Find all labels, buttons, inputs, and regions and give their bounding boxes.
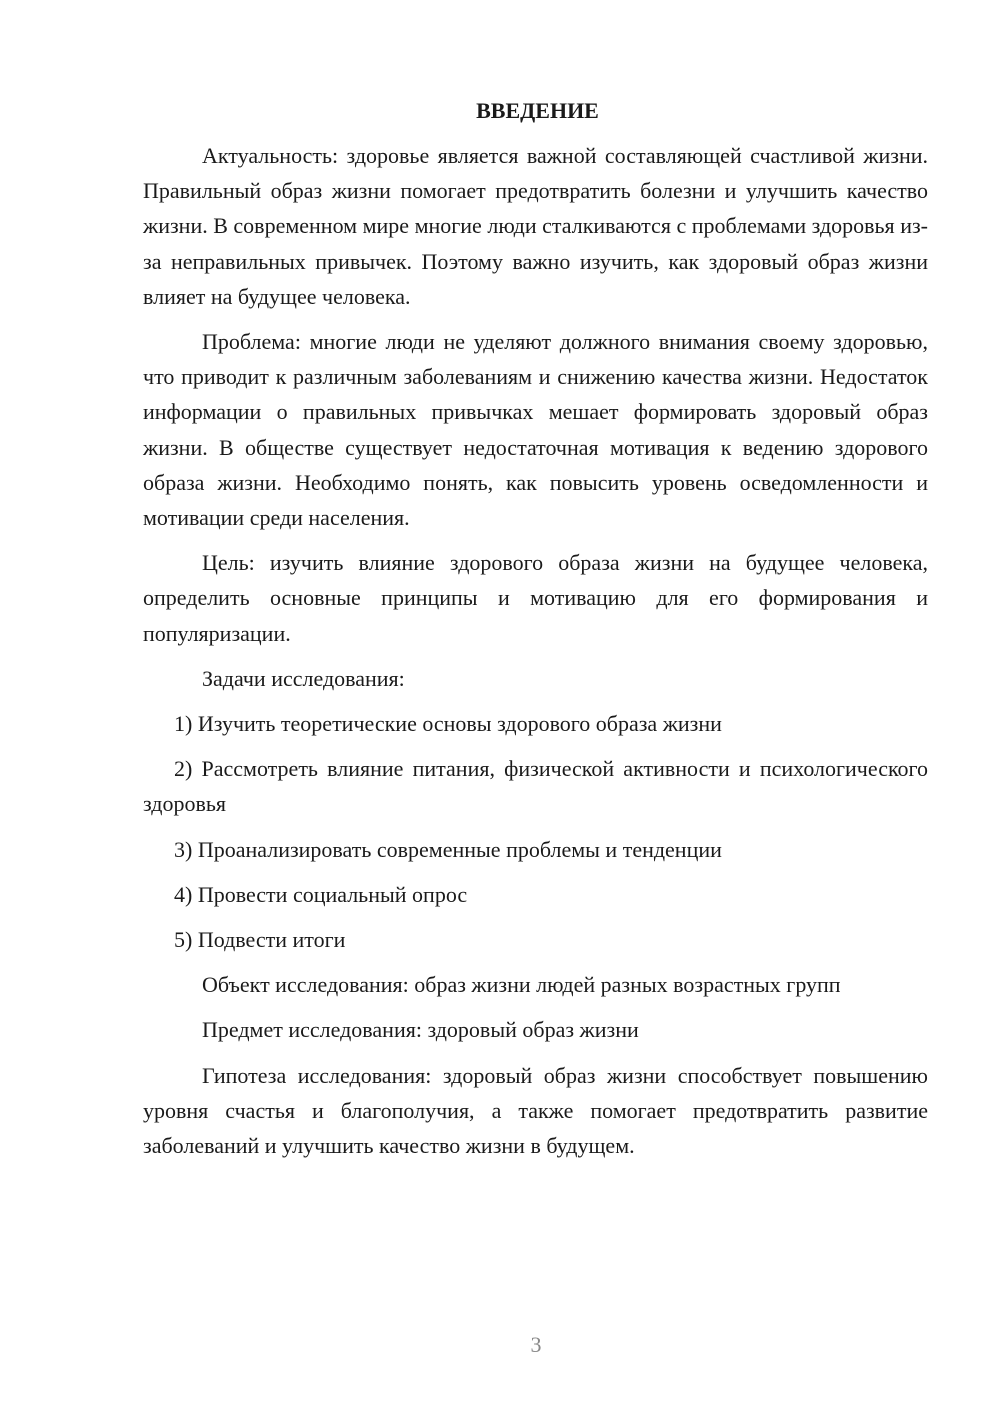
research-subject: Предмет исследования: здоровый образ жизни: [202, 1017, 639, 1043]
hypothesis-paragraph: Гипотеза исследования: здоровый образ жизни способствует повышению уровня счастья и благополучия, а также помогает предотвратить развитие заболеваний и улучшить качество жизни в будущем.: [143, 1062, 928, 1159]
task-item: 5) Подвести итоги: [174, 927, 346, 953]
document-body: [143, 93, 928, 1173]
problem-paragraph: Проблема: многие люди не уделяют должного внимания своему здоровью, что приводит к различным заболеваниям и снижению качества жизни. Недостаток информации о правильных привычках мешает формировать здоровый образ жизни. В обществе существует недостаточная мотивация к ведению здорового образа жизни. Необходимо понять, как повысить уровень осведомленности и мотивации среди населения.: [143, 329, 928, 531]
task-item: 2) Рассмотреть влияние питания, физической активности и психологического здоровья: [143, 756, 928, 817]
relevance-paragraph: Актуальность: здоровье является важной составляющей счастливой жизни. Правильный образ жизни помогает предотвратить болезни и улучшить качество жизни. В современном мире многие люди сталкиваются с проблемами здоровья из-за неправильных привычек. Поэтому важно изучить, как здоровый образ жизни влияет на будущее человека.: [143, 143, 928, 309]
goal-paragraph: Цель: изучить влияние здорового образа жизни на будущее человека, определить основные принципы и мотивацию для его формирования и популяризации.: [143, 550, 928, 646]
task-item: 4) Провести социальный опрос: [174, 881, 468, 907]
task-item: 1) Изучить теоретические основы здорового образа жизни: [174, 711, 722, 737]
tasks-title: Задачи исследования:: [202, 665, 405, 691]
research-object: Объект исследования: образ жизни людей разных возрастных групп: [202, 972, 841, 998]
task-item: 3) Проанализировать современные проблемы и тенденции: [174, 836, 722, 862]
page-number: 3: [530, 1332, 542, 1357]
section-heading: ВВЕДЕНИЕ: [476, 98, 599, 123]
